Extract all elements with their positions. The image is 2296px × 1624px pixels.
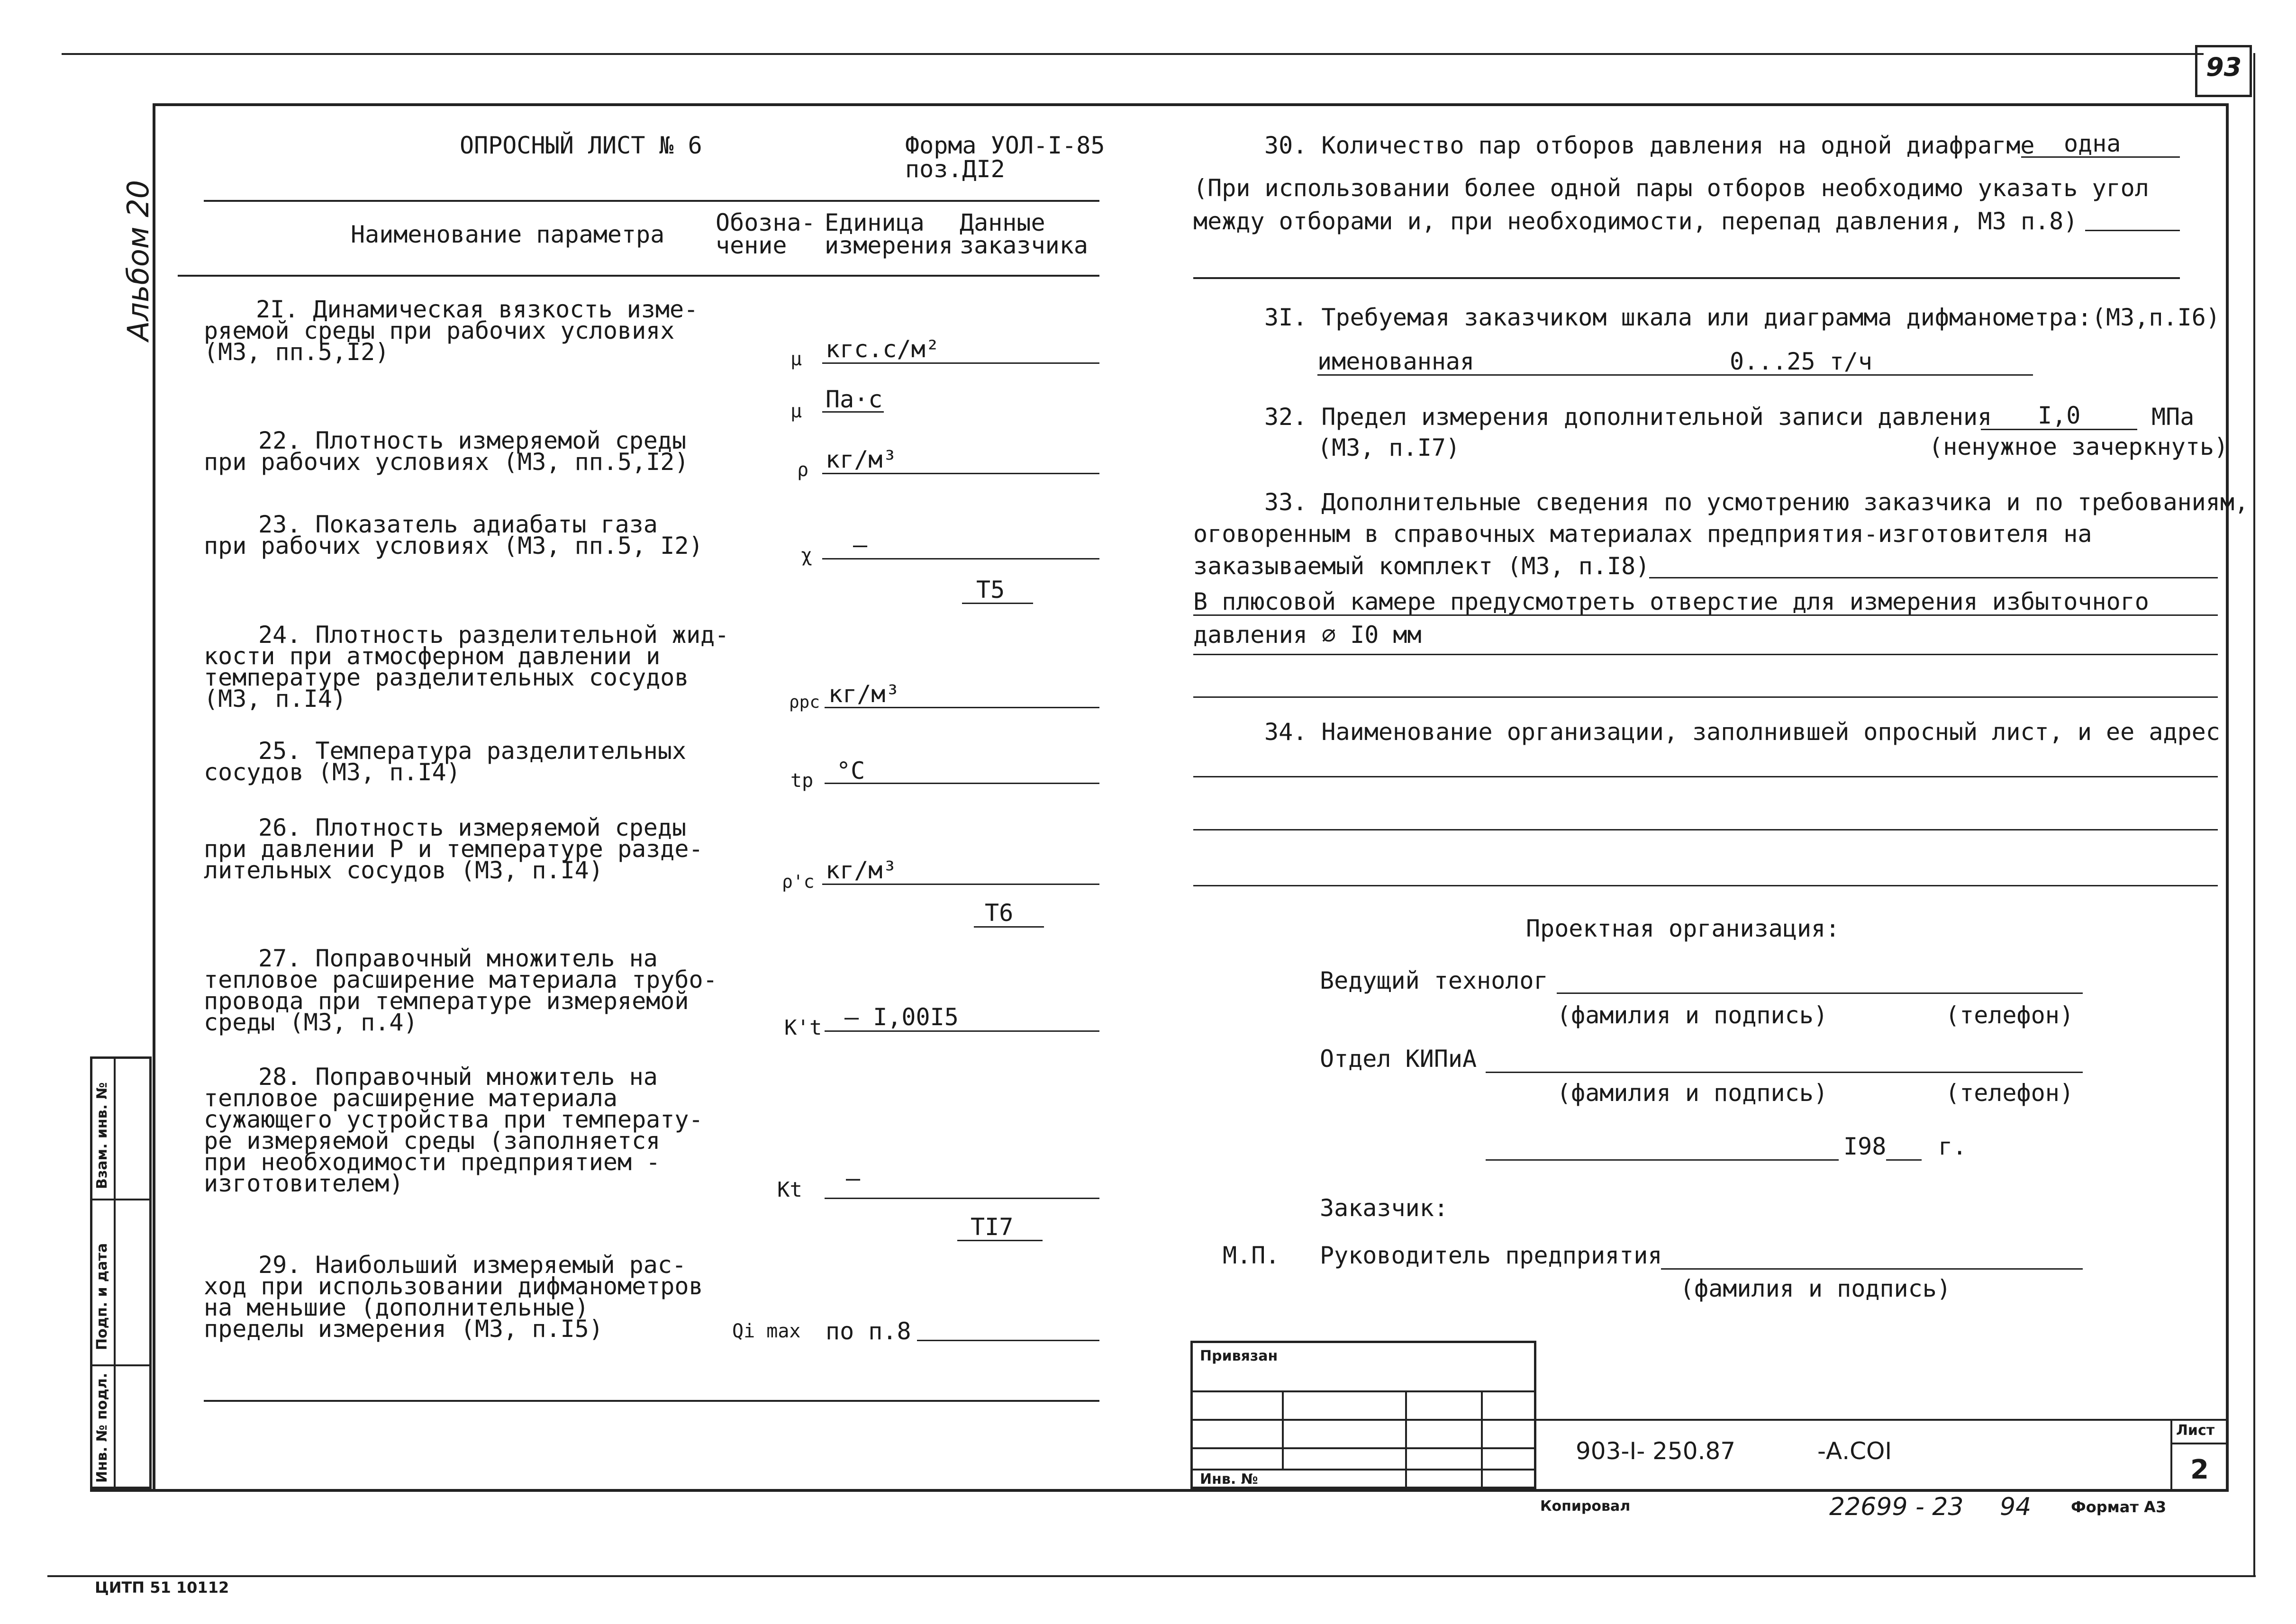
bottom-code: ЦИТП 51 10112: [95, 1579, 229, 1597]
inv-number-label: Инв. №: [1200, 1471, 1258, 1488]
copied-by-label: Копировал: [1540, 1498, 1631, 1515]
col-desig-header-2: чение: [716, 232, 787, 259]
kip-dept-label: Отдел КИПиА: [1320, 1045, 1477, 1073]
archive-number-b: 94: [2000, 1493, 2032, 1521]
col-unit-header-2: измерения: [825, 232, 953, 259]
table-ref-t17: ТI7: [971, 1213, 1014, 1241]
format-label: Формат А3: [2071, 1498, 2167, 1516]
frame-bottom: [90, 1489, 2229, 1492]
param-27-line-1: 27. Поправочный множитель на: [258, 945, 658, 972]
param-28-line-2: тепловое расширение материала: [204, 1084, 617, 1112]
param-29-unit: по п.8: [826, 1317, 911, 1345]
tech-fio-caption: (фамилия и подпись): [1557, 1001, 1828, 1029]
param-22-line-2: при рабочих условиях (МЗ, пп.5,I2): [204, 448, 689, 476]
col-data-header-1: Данные: [960, 209, 1045, 236]
param-28-unit: –: [846, 1164, 861, 1192]
head-fio-caption: (фамилия и подпись): [1680, 1275, 1951, 1302]
param-26-line-2: при давлении Р и температуре разде-: [204, 835, 703, 863]
param-28-line-3: сужающего устройства при температу-: [204, 1106, 703, 1133]
col-unit-header-1: Единица: [825, 209, 925, 236]
q33-line-1: 33. Дополнительные сведения по усмотрению заказчика и по требованиям,: [1264, 488, 2249, 516]
q31-scale-range: 0...25 т/ч: [1730, 348, 1873, 375]
param-21-symbol: μ: [790, 348, 802, 370]
q30-value: одна: [2064, 130, 2121, 157]
param-25-line-1: 25. Температура разделительных: [258, 737, 687, 765]
param-28-line-4: ре измеряемой среды (заполняется: [204, 1127, 661, 1155]
param-23-line-2: при рабочих условиях (МЗ, пп.5, I2): [204, 532, 703, 559]
project-org-label: Проектная организация:: [1526, 915, 1840, 942]
param-27-line-4: среды (МЗ, п.4): [204, 1009, 418, 1036]
lead-technologist-label: Ведущий технолог: [1320, 967, 1548, 994]
outer-right: [2253, 53, 2255, 1576]
param-24-unit: кг/м³: [828, 680, 900, 708]
param-21b-unit: Па·с: [826, 386, 883, 413]
album-label: Альбом 20: [121, 180, 155, 341]
q31-scale-type: именованная: [1317, 348, 1475, 375]
side-cell-sign: Подп. и дата: [94, 1243, 110, 1350]
linked-label: Привязан: [1200, 1348, 1278, 1364]
outer-bottom: [47, 1575, 2256, 1577]
param-22-unit: кг/м³: [826, 446, 897, 473]
q32-unit: МПа: [2151, 403, 2195, 431]
q30-note-1: (При использовании более одной пары отборов необходимо указать угол: [1193, 174, 2149, 202]
q33-line-3: заказываемый комплект (МЗ, п.I8): [1193, 552, 1650, 580]
param-27-symbol: K't: [784, 1016, 822, 1040]
q31-text: 3I. Требуемая заказчиком шкала или диаграмма дифманометра:(МЗ,п.I6): [1264, 304, 2220, 331]
param-29-symbol: Qi max: [732, 1320, 801, 1342]
sheet-label: Лист: [2176, 1422, 2215, 1439]
param-24-line-1: 24. Плотность разделительной жид-: [258, 621, 729, 649]
param-21-line-1: 2I. Динамическая вязкость изме-: [256, 296, 699, 323]
form-title: ОПРОСНЫЙ ЛИСТ № 6: [460, 132, 702, 159]
param-27-line-3: провода при температуре измеряемой: [204, 987, 689, 1015]
kip-fio-caption: (фамилия и подпись): [1557, 1079, 1828, 1107]
enterprise-head-label: Руководитель предприятия: [1320, 1242, 1662, 1269]
table-ref-t5: Т5: [976, 576, 1005, 604]
col-data-header-2: заказчика: [960, 232, 1088, 259]
q33-line-2: оговоренным в справочных материалах предприятия-изготовителя на: [1193, 520, 2092, 548]
param-29-line-1: 29. Наибольший измеряемый рас-: [258, 1251, 687, 1279]
year-value: I98: [1843, 1133, 1887, 1160]
frame-top: [153, 103, 2226, 106]
param-29-line-2: ход при использовании дифманометров: [204, 1272, 703, 1300]
col-name-header: Наименование параметра: [351, 221, 665, 248]
q32-value: I,0: [2038, 402, 2081, 429]
frame-right: [2226, 103, 2229, 1489]
sheet-number: 2: [2190, 1454, 2209, 1485]
param-21-line-3: (МЗ, пп.5,I2): [204, 338, 390, 366]
param-24-line-3: температуре разделительных сосудов: [204, 664, 689, 691]
param-21-unit: кгс.с/м²: [826, 335, 940, 363]
param-28-line-1: 28. Поправочный множитель на: [258, 1063, 658, 1091]
param-24-symbol: ρрс: [789, 693, 820, 712]
top-rule: [62, 53, 2204, 55]
q32-ref: (МЗ, п.I7): [1317, 434, 1461, 461]
param-21-line-2: ряемой среды при рабочих условиях: [204, 317, 675, 344]
param-28-symbol: Kt: [777, 1178, 802, 1202]
param-24-line-2: кости при атмосферном давлении и: [204, 642, 661, 670]
param-23-line-1: 23. Показатель адиабаты газа: [258, 511, 658, 538]
document-code: 903-I- 250.87: [1576, 1437, 1736, 1465]
param-27-line-2: тепловое расширение материала трубо-: [204, 966, 717, 993]
archive-number: 22699 - 23: [1829, 1493, 1964, 1521]
document-suffix: -А.СОI: [1817, 1437, 1892, 1465]
q33-answer-2: давления ∅ I0 мм: [1193, 621, 1422, 649]
col-desig-header-1: Обозна-: [716, 209, 816, 236]
param-26-symbol: ρ'с: [782, 871, 815, 892]
stamp-place-label: М.П.: [1223, 1242, 1280, 1269]
param-25-symbol: tр: [790, 770, 814, 792]
form-position: поз.ДI2: [905, 155, 1005, 183]
q32-text: 32. Предел измерения дополнительной записи давления: [1264, 403, 1992, 431]
q30-text: 30. Количество пар отборов давления на одной диафрагме: [1264, 132, 2035, 159]
tech-phone-caption: (телефон): [1945, 1001, 2074, 1029]
kip-phone-caption: (телефон): [1945, 1079, 2074, 1107]
param-28-line-6: изготовителем): [204, 1170, 404, 1197]
param-27-unit: – I,00I5: [844, 1003, 959, 1031]
param-24-line-4: (МЗ, п.I4): [204, 685, 347, 713]
param-22-line-1: 22. Плотность измеряемой среды: [258, 427, 687, 454]
page-number: 93: [2206, 52, 2242, 82]
param-29-line-4: пределы измерения (МЗ, п.I5): [204, 1315, 603, 1343]
param-26-line-3: лительных сосудов (МЗ, п.I4): [204, 857, 603, 884]
form-code: Форма УОЛ-I-85: [905, 132, 1105, 159]
q30-note-2: между отборами и, при необходимости, перепад давления, МЗ п.8): [1193, 208, 2078, 235]
q32-note: (ненужное зачеркнуть): [1929, 433, 2229, 460]
param-26-unit: кг/м³: [826, 857, 897, 884]
year-suffix: г.: [1938, 1133, 1967, 1160]
param-26-line-1: 26. Плотность измеряемой среды: [258, 814, 687, 841]
param-23-symbol: χ: [801, 544, 813, 566]
param-23-unit: –: [853, 531, 868, 559]
side-cell-inv: Инв. № подл.: [94, 1372, 110, 1483]
param-22-symbol: ρ: [797, 459, 809, 481]
q33-answer-1: В плюсовой камере предусмотреть отверстие для измерения избыточного: [1193, 588, 2149, 615]
customer-label: Заказчик:: [1320, 1194, 1448, 1222]
q34-text: 34. Наименование организации, заполнившей опросный лист, и ее адрес: [1264, 718, 2220, 746]
param-21b-symbol: μ: [790, 400, 802, 422]
table-ref-t6: Т6: [985, 899, 1014, 927]
param-25-line-2: сосудов (МЗ, п.I4): [204, 758, 461, 786]
param-28-line-5: при необходимости предприятием -: [204, 1148, 661, 1176]
side-cell-replace: Взам. инв. №: [94, 1082, 110, 1189]
param-29-line-3: на меньшие (дополнительные): [204, 1294, 589, 1321]
param-25-unit: °С: [836, 757, 865, 785]
